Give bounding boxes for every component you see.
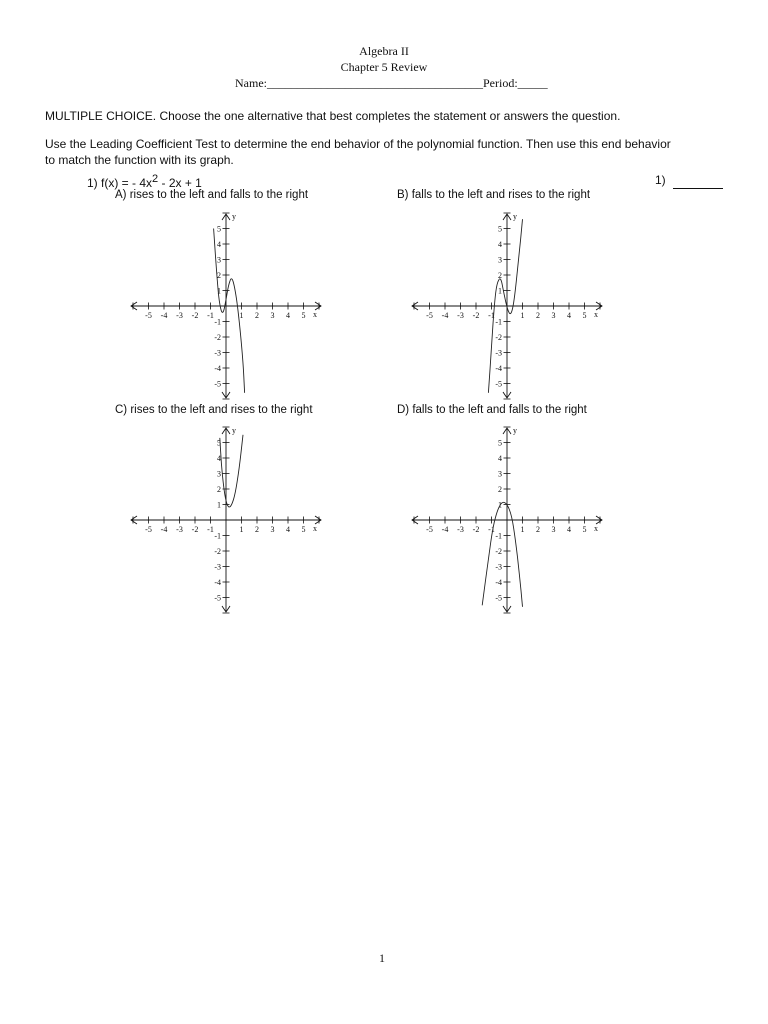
x-tick-label: 3: [551, 525, 556, 534]
y-axis-label: y: [513, 212, 517, 221]
x-tick-label: -5: [426, 525, 433, 534]
x-axis-label: x: [594, 524, 598, 533]
x-axis-label: x: [313, 310, 317, 319]
y-tick-label: 2: [217, 485, 221, 494]
x-tick-label: 4: [286, 525, 290, 534]
y-tick-label: -5: [214, 593, 221, 603]
x-tick-label: 4: [567, 525, 571, 534]
y-tick-label: -3: [495, 348, 502, 358]
y-tick-label: 5: [217, 438, 221, 448]
y-tick-label: 3: [217, 469, 221, 479]
y-tick-label: -2: [214, 333, 221, 342]
y-tick-label: 2: [498, 271, 502, 280]
x-tick-label: 2: [536, 311, 540, 320]
x-tick-label: -5: [145, 311, 152, 320]
directions-line-1: Use the Leading Coefficient Test to determine the end behavior of the polynomial function. Then use this end behavior: [45, 137, 671, 151]
answer-blank[interactable]: [673, 174, 723, 189]
x-tick-label: -4: [441, 525, 449, 534]
document-title: Algebra II: [359, 44, 409, 58]
question-1: [87, 173, 202, 190]
x-tick-label: 5: [582, 525, 587, 534]
x-tick-label: -3: [457, 525, 464, 534]
y-tick-label: 4: [498, 454, 502, 463]
x-tick-label: 5: [301, 311, 306, 320]
x-tick-label: -3: [457, 311, 464, 320]
y-tick-label: -5: [214, 379, 221, 389]
x-axis-label: x: [594, 310, 598, 319]
x-tick-label: 3: [270, 311, 275, 320]
x-tick-label: -1: [207, 525, 214, 534]
question-number: 1): [87, 176, 102, 190]
x-tick-label: -2: [191, 525, 199, 534]
y-axis-label: y: [513, 426, 517, 435]
x-tick-label: -2: [472, 525, 480, 534]
page-number: 1: [379, 951, 385, 965]
x-tick-label: -1: [488, 525, 495, 534]
y-tick-label: 3: [217, 255, 221, 265]
x-tick-label: 1: [239, 311, 244, 320]
x-tick-label: -4: [441, 311, 449, 320]
x-axis-label: x: [313, 524, 317, 533]
question-function: f(x) = - 4x: [101, 176, 153, 190]
x-tick-label: -2: [472, 311, 480, 320]
y-tick-label: -4: [214, 578, 221, 587]
graph-c: [129, 425, 324, 615]
y-tick-label: 4: [498, 240, 502, 249]
x-tick-label: -3: [176, 525, 183, 534]
y-tick-label: -5: [495, 593, 502, 603]
function-curve: [220, 435, 243, 507]
answer-number: 1): [655, 173, 666, 187]
y-tick-label: 4: [217, 240, 221, 249]
x-tick-label: 1: [239, 525, 244, 534]
question-function-rest: - 2x + 1: [158, 176, 202, 190]
x-tick-label: 3: [551, 311, 556, 320]
name-period-line: Name:____________________________________Period:_____: [235, 76, 548, 90]
option-d[interactable]: [397, 404, 587, 416]
y-tick-label: 3: [498, 469, 502, 479]
y-tick-label: -4: [214, 364, 221, 373]
x-tick-label: 2: [255, 525, 259, 534]
x-tick-label: -3: [176, 311, 183, 320]
question-exponent: 2: [152, 173, 159, 185]
y-tick-label: 2: [498, 485, 502, 494]
y-tick-label: -2: [214, 547, 221, 556]
y-tick-label: 3: [498, 255, 502, 265]
x-tick-label: 2: [255, 311, 259, 320]
option-b[interactable]: [397, 189, 590, 201]
y-tick-label: -3: [214, 348, 221, 358]
y-tick-label: -2: [495, 333, 502, 342]
y-tick-label: 1: [217, 500, 221, 510]
directions-line-2: to match the function with its graph.: [45, 153, 234, 167]
y-tick-label: -3: [214, 562, 221, 572]
x-tick-label: -4: [160, 525, 168, 534]
y-tick-label: -4: [495, 364, 502, 373]
x-tick-label: 3: [270, 525, 275, 534]
option-a-letter: A): [115, 189, 127, 201]
x-tick-label: -1: [207, 311, 214, 320]
y-tick-label: -4: [495, 578, 502, 587]
y-tick-label: -1: [214, 531, 221, 541]
graph-b: [410, 211, 605, 401]
y-tick-label: 2: [217, 271, 221, 280]
option-a[interactable]: [115, 189, 308, 201]
x-tick-label: -2: [191, 311, 199, 320]
y-tick-label: -3: [495, 562, 502, 572]
y-tick-label: 5: [217, 224, 221, 234]
x-tick-label: -5: [426, 311, 433, 320]
option-b-text: falls to the left and rises to the right: [411, 189, 591, 201]
y-tick-label: 4: [217, 454, 221, 463]
y-tick-label: -1: [495, 317, 502, 327]
y-tick-label: 1: [217, 286, 221, 296]
y-tick-label: 1: [498, 500, 502, 510]
x-tick-label: 4: [567, 311, 571, 320]
option-b-letter: B): [397, 189, 409, 201]
option-c[interactable]: [115, 404, 313, 416]
y-axis-label: y: [232, 426, 236, 435]
graph-a: [129, 211, 324, 401]
y-tick-label: -2: [495, 547, 502, 556]
option-c-letter: C): [115, 404, 128, 416]
section-heading: MULTIPLE CHOICE. Choose the one alternative that best completes the statement or answers the question.: [45, 109, 621, 123]
graph-d: [410, 425, 605, 615]
y-axis-label: y: [232, 212, 236, 221]
option-d-letter: D): [397, 404, 410, 416]
y-tick-label: -5: [495, 379, 502, 389]
function-curve: [482, 502, 522, 606]
document-subtitle: Chapter 5 Review: [340, 60, 428, 74]
x-tick-label: 1: [520, 311, 525, 320]
option-d-text: falls to the left and falls to the right: [412, 404, 587, 416]
x-tick-label: 5: [301, 525, 306, 534]
x-tick-label: -4: [160, 311, 168, 320]
x-tick-label: 5: [582, 311, 587, 320]
y-tick-label: -1: [214, 317, 221, 327]
x-tick-label: 1: [520, 525, 525, 534]
x-tick-label: -1: [488, 311, 495, 320]
y-tick-label: 5: [498, 224, 502, 234]
y-tick-label: -1: [495, 531, 502, 541]
y-tick-label: 5: [498, 438, 502, 448]
option-a-text: rises to the left and falls to the right: [129, 189, 309, 201]
x-tick-label: 4: [286, 311, 290, 320]
y-tick-label: 1: [498, 286, 502, 296]
x-tick-label: 2: [536, 525, 540, 534]
option-c-text: rises to the left and rises to the right: [130, 404, 313, 416]
x-tick-label: -5: [145, 525, 152, 534]
